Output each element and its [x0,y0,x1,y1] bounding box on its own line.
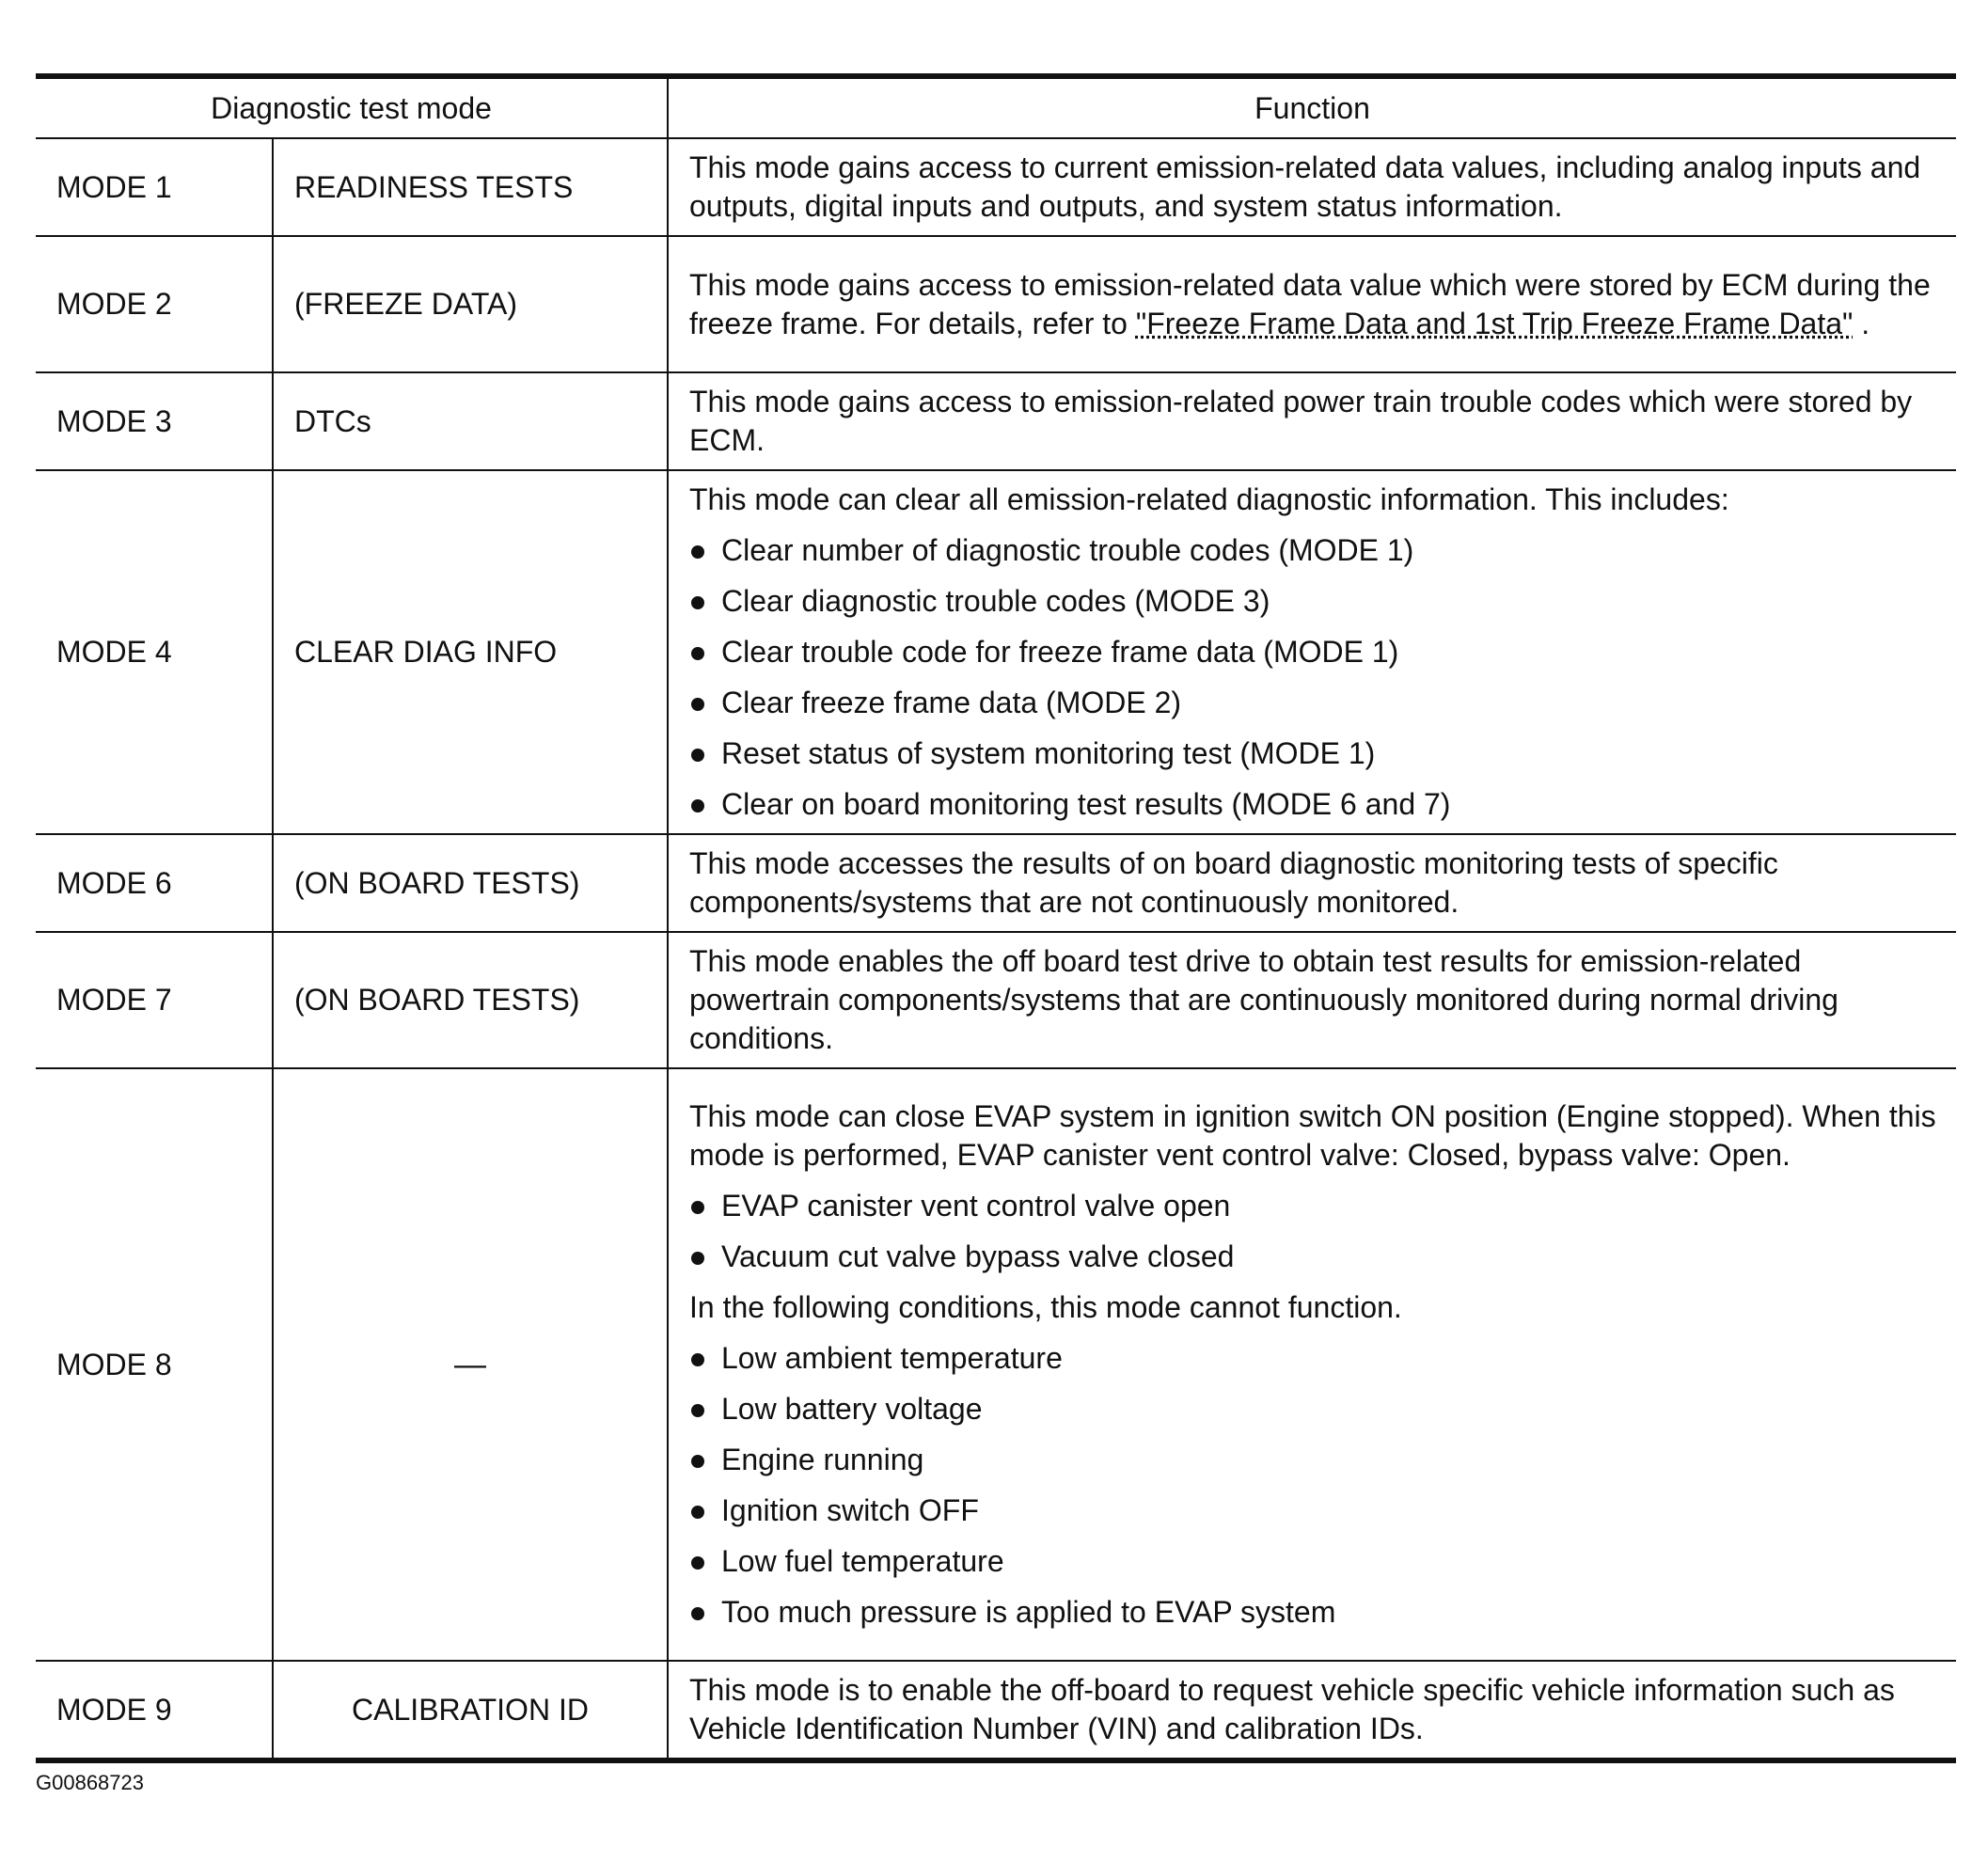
function-text: This mode is to enable the off-board to request vehicle specific vehicle information such as Vehicle Identification Number (VIN) and calibration IDs. [689,1673,1895,1745]
mode-function [668,1661,1956,1760]
table-row [36,834,1956,932]
bullet-list [689,1187,1939,1276]
table-row [36,1661,1956,1760]
header-function: Function [668,76,1956,138]
mode-name: CLEAR DIAG INFO [273,470,668,834]
mode-function [668,236,1956,372]
function-text: This mode accesses the results of on board diagnostic monitoring tests of specific components/systems that are not continuously monitored. [689,846,1778,919]
function-intro: This mode can clear all emission-related diagnostic information. This includes: [689,482,1729,516]
table-header-row [36,76,1956,138]
function-intro: This mode can close EVAP system in ignition switch ON position (Engine stopped). When this mode is performed, EVAP canister vent control valve: Closed, bypass valve: Open. [689,1099,1936,1172]
table-row [36,372,1956,470]
list-item: Engine running [689,1441,1939,1479]
list-item: Clear diagnostic trouble codes (MODE 3) [689,582,1939,621]
mode-function [668,138,1956,236]
bullet-list [689,531,1939,824]
function-text: This mode gains access to current emission-related data values, including analog inputs and outputs, digital inputs and outputs, and system status information. [689,150,1921,223]
mode-function [668,470,1956,834]
diagnostic-mode-table [36,73,1956,1763]
mode-name: (ON BOARD TESTS) [273,834,668,932]
mode-number: MODE 9 [36,1661,273,1760]
mode-function [668,372,1956,470]
mode-number: MODE 2 [36,236,273,372]
function-text [689,266,1939,343]
bullet-list [689,1339,1939,1632]
list-item: Clear freeze frame data (MODE 2) [689,684,1939,722]
function-conditions-intro: In the following conditions, this mode cannot function. [689,1290,1402,1324]
header-diagnostic-test-mode: Diagnostic test mode [36,76,668,138]
mode-function [668,1068,1956,1661]
list-item: Low fuel temperature [689,1542,1939,1581]
table-row [36,932,1956,1068]
freeze-frame-data-link[interactable]: "Freeze Frame Data and 1st Trip Freeze Frame Data" [1135,306,1854,340]
mode-name [273,1068,668,1661]
mode-name: (ON BOARD TESTS) [273,932,668,1068]
function-text: This mode gains access to emission-related power train trouble codes which were stored by ECM. [689,385,1913,457]
mode-function [668,834,1956,932]
function-text-before-link: This mode gains access to emission-related data value which were stored by ECM during the freeze frame. For details, refer to [689,267,1931,340]
figure-id: G00868723 [36,1771,144,1794]
mode-name: DTCs [273,372,668,470]
mode-number: MODE 6 [36,834,273,932]
list-item: Clear trouble code for freeze frame data (MODE 1) [689,633,1939,671]
mode-number: MODE 8 [36,1068,273,1661]
table-row [36,236,1956,372]
mode-number: MODE 7 [36,932,273,1068]
table-row [36,470,1956,834]
list-item: Vacuum cut valve bypass valve closed [689,1238,1939,1276]
mode-function [668,932,1956,1068]
list-item: Reset status of system monitoring test (MODE 1) [689,734,1939,773]
list-item: Low ambient temperature [689,1339,1939,1378]
mode-number: MODE 1 [36,138,273,236]
mode-number: MODE 3 [36,372,273,470]
table-row [36,1068,1956,1661]
list-item: Ignition switch OFF [689,1491,1939,1530]
mode-name: CALIBRATION ID [273,1661,668,1760]
mode-number: MODE 4 [36,470,273,834]
function-text-after-link: . [1853,306,1870,340]
list-item: Too much pressure is applied to EVAP system [689,1593,1939,1632]
list-item: Clear number of diagnostic trouble codes (MODE 1) [689,531,1939,570]
mode-name: READINESS TESTS [273,138,668,236]
list-item: Low battery voltage [689,1390,1939,1428]
list-item: EVAP canister vent control valve open [689,1187,1939,1225]
list-item: Clear on board monitoring test results (MODE 6 and 7) [689,785,1939,824]
mode-name: (FREEZE DATA) [273,236,668,372]
function-text: This mode enables the off board test drive to obtain test results for emission-related powertrain components/systems that are continuously monitored during normal driving conditions. [689,944,1838,1055]
mode-name-dash: — [454,1346,486,1382]
table-row [36,138,1956,236]
